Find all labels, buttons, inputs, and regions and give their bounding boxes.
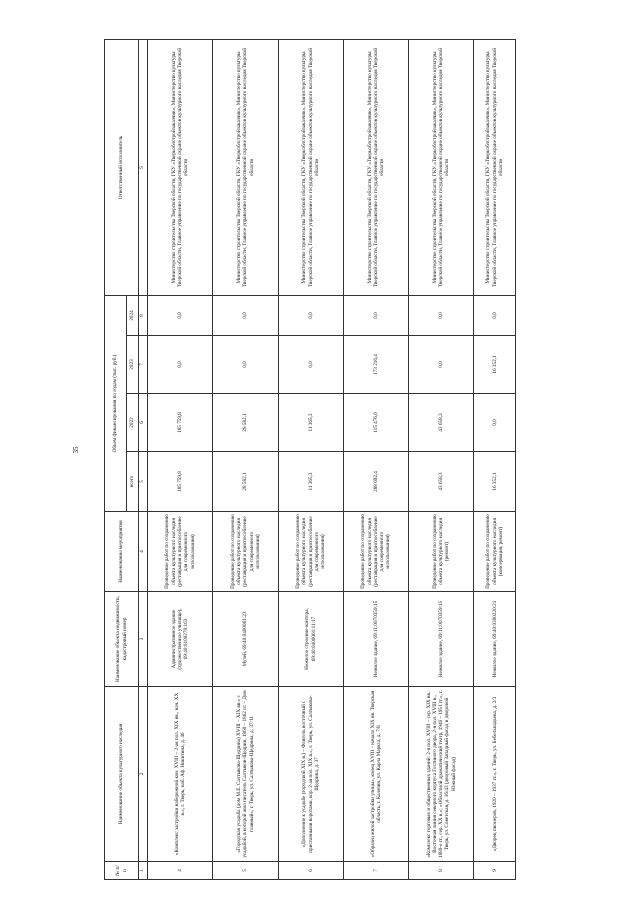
row-total: 11 365,3 [278, 452, 343, 512]
row-2023: 0,0 [409, 336, 474, 394]
row-2024: 0,0 [213, 295, 278, 335]
header-2024: 2024 [127, 295, 139, 335]
page-number: 35 [72, 446, 80, 454]
row-building: Нежилое здание, 69:11:0070359:15 [409, 592, 474, 687]
table-row [278, 39, 343, 879]
table-row [343, 39, 408, 879]
row-2022: 115 476,0 [343, 394, 408, 452]
row-no: 6 [278, 862, 343, 880]
header-2023: 2023 [127, 336, 139, 394]
row-2024: 0,0 [278, 295, 343, 335]
row-object: «Комплекс торговых и общественных зданий: 2-я пол. XVIII – сер. XIX вв.: Восточная линия северного корпуса Гостиного двора, 2-я пол. XVIII в., 1880-е гг., сер. XX в.»; «Областной драматический театр, 1946 – 1951 гг.», г. Тверь, ул. Советская, д. 16/43 (дворовый Западный фасад и дворовой Южный фасад) [409, 687, 474, 862]
header-executor: Ответственный исполнитель [105, 39, 139, 295]
row-2022: 11 365,3 [278, 394, 343, 452]
header-building-name: Наименование объекта недвижимости, кадастровый номер [105, 592, 139, 687]
row-no: 4 [148, 862, 213, 880]
column-index-row [139, 39, 148, 879]
col-index: 6 [139, 394, 148, 452]
col-index: 9 [139, 39, 148, 295]
row-2023: 0,0 [278, 336, 343, 394]
header-object-name: Наименование объекта культурного наследия [105, 687, 139, 862]
row-2024: 0,0 [343, 295, 408, 335]
col-index: 2 [139, 687, 148, 862]
table-row [148, 39, 213, 879]
row-building: Административное здание (художественное училище), 69:40:0100278:163 [148, 592, 213, 687]
row-executor: Министерство строительства Тверской области, ГКУ «Тверьоблстройзаказчик», Министерство культуры Тверской области, Главное управление по государственной охране объектов культурного наследия Тверской области [148, 39, 213, 295]
table-row [409, 39, 474, 879]
row-executor: Министерство строительства Тверской области, ГКУ «Тверьоблстройзаказчик», Министерство культуры Тверской области, Главное управление по государственной охране объектов культурного наследия Тверской области [278, 39, 343, 295]
header-total: всего [127, 452, 139, 512]
row-2022: 43 658,3 [409, 394, 474, 452]
row-executor: Министерство строительства Тверской области, ГКУ «Тверьоблстройзаказчик», Министерство культуры Тверской области, Главное управление по государственной охране объектов культурного наследия Тверской области [213, 39, 278, 295]
row-event: Проведение работ по сохранению объекта культурного наследия (консервация, ремонт) [474, 512, 516, 592]
row-total: 43 658,3 [409, 452, 474, 512]
col-index: 1 [139, 862, 148, 880]
row-building: Нежилое здание, 69:11:0070359:15 [343, 592, 408, 687]
row-building: Музей, 69:40:0400061:23 [213, 592, 278, 687]
row-event: Проведение работ по сохранению объекта культурного наследия (ремонт) [409, 512, 474, 592]
row-2022: 28 582,1 [213, 394, 278, 452]
row-total: 185 759,8 [148, 452, 213, 512]
row-total: 28 582,1 [213, 452, 278, 512]
col-index: 4 [139, 512, 148, 592]
row-2024: 0,0 [409, 295, 474, 335]
row-2023: 0,0 [148, 336, 213, 394]
col-index: 5 [139, 452, 148, 512]
col-index: 7 [139, 336, 148, 394]
col-index: 8 [139, 295, 148, 335]
row-event: Проведение работ по сохранению объекта культурного наследия (реставрация и приспособление для современного использования) [213, 512, 278, 592]
row-event: Проведение работ по сохранению объекта культурного наследия (реставрация и приспособление для современного использования) [148, 512, 213, 592]
row-2023: 0,0 [213, 336, 278, 394]
rotated-table-canvas [104, 40, 516, 880]
row-object: «Дополнение к усадьбе (городской XIX в.) – Флигель восточный с пристанными воротами, кор. 2-ая пол. XIX в.», г. Тверь, ул. Салтыкова-Щедрина, д. 37 [278, 687, 343, 862]
row-executor: Министерство строительства Тверской области, ГКУ «Тверьоблстройзаказчик», Министерство культуры Тверской области, Главное управление по государственной охране объектов культурного наследия Тверской области [343, 39, 408, 295]
row-executor: Министерство строительства Тверской области, ГКУ «Тверьоблстройзаказчик», Министерство культуры Тверской области, Главное управление по государственной охране объектов культурного наследия Тверской области [409, 39, 474, 295]
col-index: 3 [139, 592, 148, 687]
row-2023: 16 352,1 [474, 336, 516, 394]
row-total: 16 352,1 [474, 452, 516, 512]
row-no: 9 [474, 862, 516, 880]
row-2022: 0,0 [474, 394, 516, 452]
row-object: «Образец жилой застройки улицы», конец XVIII – начало XIX вв. Тверская область, г. Калязин, ул. Карла Маркса, д. 7/8 [343, 687, 408, 862]
row-no: 5 [213, 862, 278, 880]
row-event: Проведение работ по сохранению объекта культурного наследия (реставрация и приспособление для современного использования) [343, 512, 408, 592]
row-executor: Министерство строительства Тверской области, ГКУ «Тверьоблстройзаказчик», Министерство культуры Тверской области, Главное управление по государственной охране объектов культурного наследия Тверской области [474, 39, 516, 295]
table-row [474, 39, 516, 879]
row-event: Проведение работ по сохранению объекта культурного наследия (реставрация и приспособление для современного использования) [278, 512, 343, 592]
header-event-name: Наименование мероприятия [105, 512, 139, 592]
row-no: 8 [409, 862, 474, 880]
row-building: Нежилое здание, 69:40:0300220:21 [474, 592, 516, 687]
row-2024: 0,0 [148, 295, 213, 335]
row-object: «Комплекс застройки набережной кон. XVIII – 2-ая пол. XIX вв., нач. XX в.», г. Тверь, наб. Аф. Никитина, д. 46 [148, 687, 213, 862]
row-object: «Городская усадьба (дом М.Е. Салтыкова-Щедрина) XVIII – XIX вв.» с усадьбой, в которой жил писатель Салтыков-Щедрин, 1860 – 1862 гг. – Дом главный», г. Тверь, ул. Салтыкова-Щедрина, д. 37/11 [213, 687, 278, 862]
row-object: «Дворец пионеров, 1920 – 1937 гг.», г. Тверь, ул. Бебельнадьева, д. 2/3 [474, 687, 516, 862]
row-2024: 0,0 [474, 295, 516, 335]
row-building: Нежилое строение-контора, 69:40:0400061:11:17 [278, 592, 343, 687]
header-financing: Объем финансирования по годам (тыс. руб.) [105, 295, 127, 511]
header-no: № п/п [105, 862, 139, 880]
row-2022: 185 759,8 [148, 394, 213, 452]
row-no: 7 [343, 862, 408, 880]
row-total: 288 692,4 [343, 452, 408, 512]
row-2023: 173 216,4 [343, 336, 408, 394]
financing-table [104, 39, 516, 880]
table-row [213, 39, 278, 879]
header-2022: 2022 [127, 394, 139, 452]
